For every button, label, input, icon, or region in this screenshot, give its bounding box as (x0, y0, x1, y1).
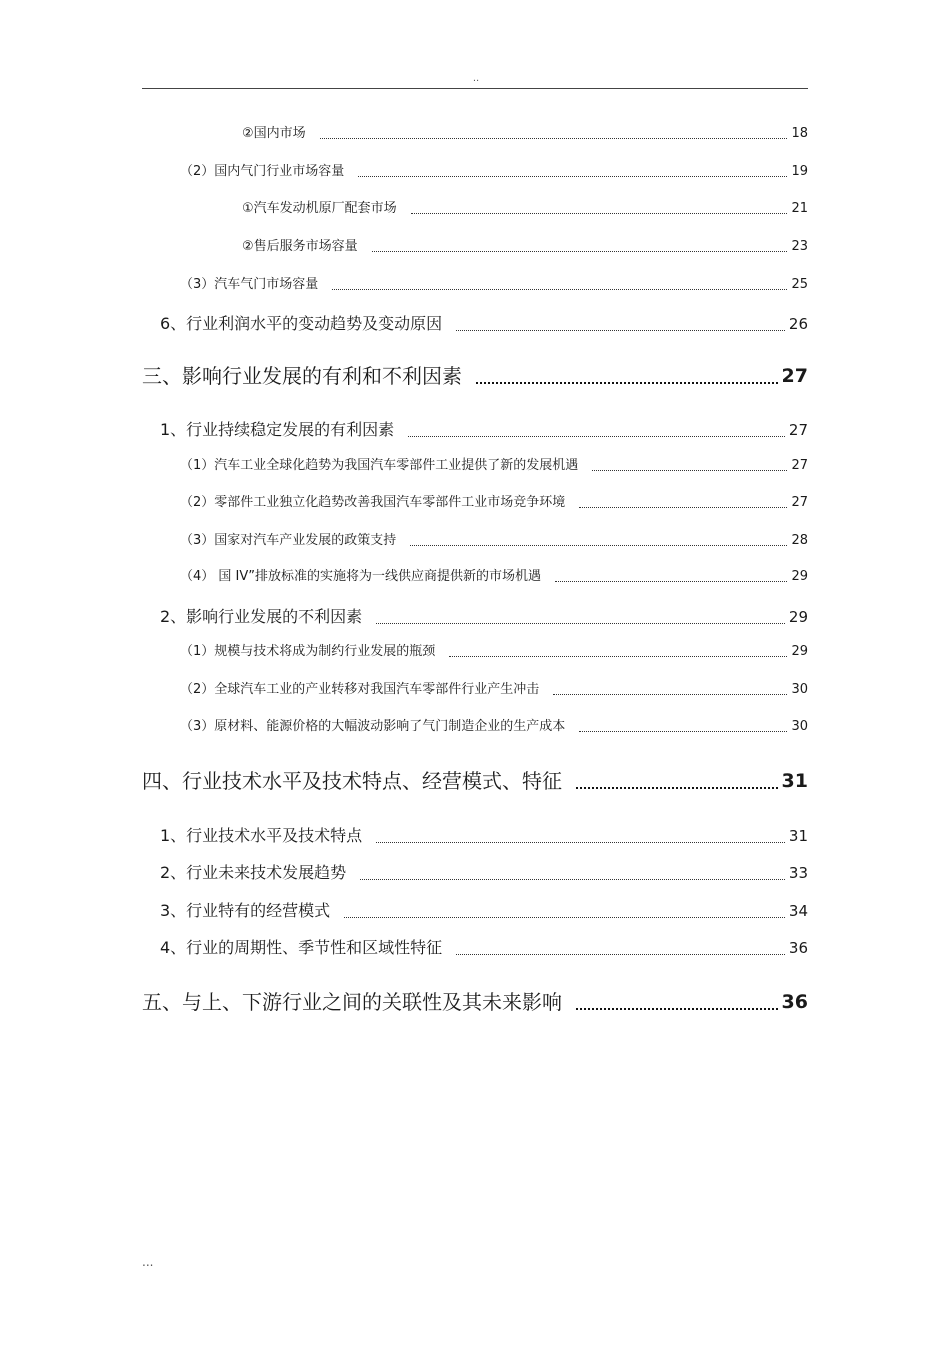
toc-entry[interactable] (0, 825, 808, 847)
toc-entry-page: 27 (791, 458, 808, 473)
toc-entry[interactable] (0, 125, 808, 143)
toc-entry-title: ②售后服务市场容量 (242, 239, 358, 254)
toc-entry[interactable] (0, 989, 808, 1015)
toc-leader-dots (576, 1008, 778, 1010)
toc-entry-page: 30 (791, 682, 808, 697)
toc-leader-dots (411, 213, 788, 214)
toc-entry[interactable] (0, 532, 808, 550)
toc-leader-dots (579, 507, 787, 508)
toc-leader-dots (456, 330, 785, 331)
header-rule (142, 88, 808, 89)
toc-entry[interactable] (0, 419, 808, 441)
toc-entry-page: 27 (791, 495, 808, 510)
toc-entry-page: 30 (791, 719, 808, 734)
toc-entry-page: 28 (791, 533, 808, 548)
toc-entry[interactable] (0, 937, 808, 959)
toc-entry[interactable] (0, 200, 808, 218)
toc-entry-page: 19 (791, 164, 808, 179)
toc-leader-dots (332, 289, 787, 290)
toc-leader-dots (553, 694, 787, 695)
toc-entry-title: 4、行业的周期性、季节性和区域性特征 (160, 938, 443, 957)
toc-entry-page: 21 (791, 201, 808, 216)
toc-entry[interactable] (0, 643, 808, 661)
toc-entry-title: （2）全球汽车工业的产业转移对我国汽车零部件行业产生冲击 (180, 682, 540, 697)
toc-entry-title: 五、与上、下游行业之间的关联性及其未来影响 (142, 990, 562, 1014)
header-mark: .. (472, 73, 480, 84)
toc-entry[interactable] (0, 276, 808, 294)
toc-entry-page: 31 (788, 827, 808, 845)
toc-entry-title: （2）零部件工业独立化趋势改善我国汽车零部件工业市场竞争环境 (180, 495, 566, 510)
toc-entry-page: 31 (781, 770, 808, 792)
toc-entry[interactable] (0, 681, 808, 699)
toc-entry[interactable] (0, 163, 808, 181)
toc-leader-dots (449, 656, 787, 657)
toc-entry-title: （3）原材料、能源价格的大幅波动影响了气门制造企业的生产成本 (180, 719, 566, 734)
toc-entry-title: ①汽车发动机原厂配套市场 (242, 201, 397, 216)
toc-entry[interactable] (0, 313, 808, 335)
toc-entry-page: 33 (788, 864, 808, 882)
toc-entry-page: 29 (791, 644, 808, 659)
toc-entry-page: 18 (791, 126, 808, 141)
toc-entry-title: （1）规模与技术将成为制约行业发展的瓶颈 (180, 644, 436, 659)
toc-entry-title: 1、行业技术水平及技术特点 (160, 826, 363, 845)
toc-entry[interactable] (0, 568, 808, 586)
toc-entry-title: 四、行业技术水平及技术特点、经营模式、特征 (142, 769, 562, 793)
toc-entry-title: 2、行业未来技术发展趋势 (160, 863, 347, 882)
toc-leader-dots (360, 879, 785, 880)
footer-mark: ... (142, 1255, 154, 1269)
toc-entry-page: 29 (788, 608, 808, 626)
toc-entry[interactable] (0, 238, 808, 256)
toc-entry-page: 27 (788, 421, 808, 439)
toc-entry-title: （4） 国 IV”排放标准的实施将为一线供应商提供新的市场机遇 (180, 569, 541, 584)
toc-entry[interactable] (0, 606, 808, 628)
toc-entry-title: （1）汽车工业全球化趋势为我国汽车零部件工业提供了新的发展机遇 (180, 458, 579, 473)
toc-leader-dots (410, 545, 787, 546)
toc-entry-page: 34 (788, 902, 808, 920)
toc-leader-dots (456, 954, 785, 955)
toc-entry[interactable] (0, 768, 808, 794)
toc-entry[interactable] (0, 457, 808, 475)
toc-leader-dots (592, 470, 787, 471)
toc-leader-dots (408, 436, 785, 437)
toc-leader-dots (344, 917, 785, 918)
toc-entry-title: 三、影响行业发展的有利和不利因素 (142, 364, 462, 388)
toc-leader-dots (372, 251, 788, 252)
toc-entry-page: 36 (781, 991, 808, 1013)
toc-entry-page: 29 (791, 569, 808, 584)
toc-entry[interactable] (0, 718, 808, 736)
toc-entry-page: 36 (788, 939, 808, 957)
toc-entry-page: 27 (781, 365, 808, 387)
toc-leader-dots (576, 787, 778, 789)
toc-entry-page: 26 (788, 315, 808, 333)
toc-entry[interactable] (0, 363, 808, 389)
toc-leader-dots (320, 138, 788, 139)
toc-entry-title: （3）国家对汽车产业发展的政策支持 (180, 533, 397, 548)
toc-leader-dots (579, 731, 787, 732)
toc-entry-title: 2、影响行业发展的不利因素 (160, 607, 363, 626)
toc-leader-dots (358, 176, 787, 177)
toc-leader-dots (376, 842, 785, 843)
toc-entry-page: 25 (791, 277, 808, 292)
toc-leader-dots (376, 623, 785, 624)
toc-entry-title: ②国内市场 (242, 126, 306, 141)
toc-entry-title: 1、行业持续稳定发展的有利因素 (160, 420, 395, 439)
toc-entry[interactable] (0, 862, 808, 884)
toc-leader-dots (555, 581, 787, 582)
toc-entry-title: （3）汽车气门市场容量 (180, 277, 319, 292)
toc-entry[interactable] (0, 900, 808, 922)
toc-leader-dots (476, 382, 778, 384)
toc-entry-title: （2）国内气门行业市场容量 (180, 164, 345, 179)
toc-entry-title: 3、行业特有的经营模式 (160, 901, 331, 920)
toc-entry-title: 6、行业利润水平的变动趋势及变动原因 (160, 314, 443, 333)
toc-entry-page: 23 (791, 239, 808, 254)
toc-entry[interactable] (0, 494, 808, 512)
